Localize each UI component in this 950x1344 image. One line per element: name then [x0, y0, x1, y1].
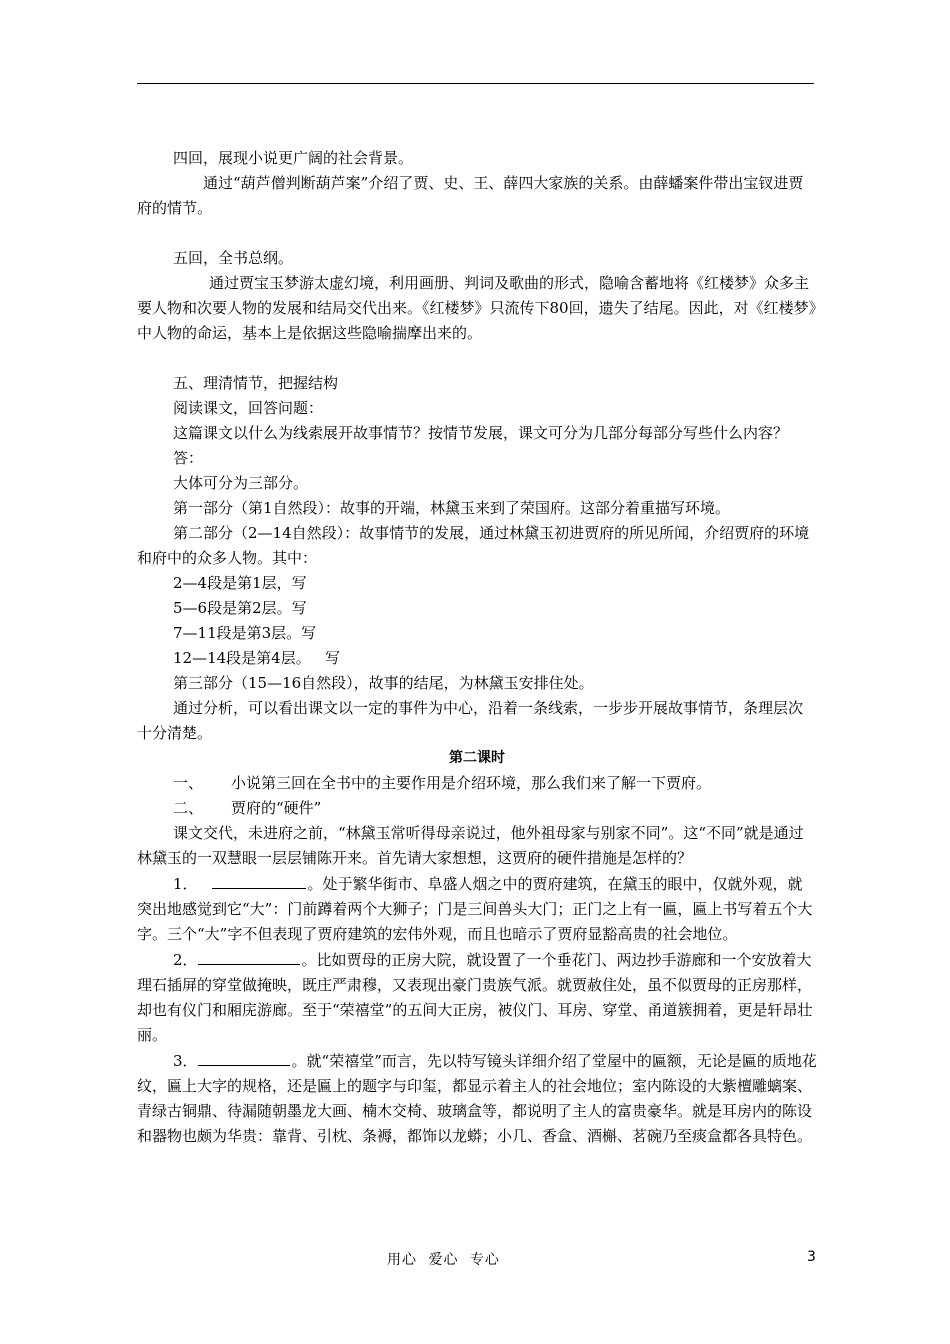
paragraph: 第三部分（15—16自然段），故事的结尾，为林黛玉安排住处。: [173, 674, 594, 692]
answer-blank[interactable]: [212, 871, 306, 889]
paragraph: 四回，展现小说更广阔的社会背景。: [173, 149, 414, 167]
paragraph: 大体可分为三部分。: [173, 474, 309, 492]
layer-line: 5—6段是第2层。写: [173, 599, 307, 617]
item-text: 。比如贾母的正房大院，就设置了一个垂花门、两边抄手游廊和一个安放着大理石插屏的穿堂做掩映，既庄严肃穆，又表现出豪门贵族气派。就贾赦住处，虽不似贾母的正房那样，却也有仪门和厢庑游廊。至于“荣禧堂”的五间大正房，被仪门、耳房、穿堂、甬道簇拥着，更是轩昂壮丽。: [137, 951, 813, 1044]
item-number: 3．: [173, 1052, 198, 1070]
page-number: 3: [807, 1249, 816, 1265]
item-text: 。处于繁华街市、阜盛人烟之中的贾府建筑，在黛玉的眼中，仅就外观，就突出地感觉到它“大”：门前蹲着两个大狮子；门是三间兽头大门；正门之上有一匾，匾上书写着五个大字。三个“大”字不但表现了贾府建筑的宏伟外观，而且也暗示了贾府显豁高贵的社会地位。: [137, 875, 813, 943]
layer-line: 12—14段是第4层。 写: [173, 649, 341, 667]
question: 这篇课文以什么为线索展开故事情节？按情节发展，课文可分为几部分每部分写些什么内容？: [173, 424, 789, 442]
paragraph: 五回，全书总纲。: [173, 249, 294, 267]
lesson-title: 第二课时: [449, 750, 505, 766]
footer-motto: 用心 爱心 专心: [387, 1252, 500, 1268]
numbered-item: [137, 796, 817, 821]
paragraph: 第一部分（第1自然段）：故事的开端，林黛玉来到了荣国府。这部分着重描写环境。: [173, 499, 731, 517]
fill-in-item: [137, 1048, 817, 1149]
numbered-item: [137, 771, 817, 796]
layer-line: 7—11段是第3层。写: [173, 624, 317, 642]
answer-blank[interactable]: [198, 1048, 290, 1066]
paragraph: 通过贾宝玉梦游太虚幻境，利用画册、判词及歌曲的形式，隐喻含蓄地将《红楼梦》众多主要人物和次要人物的发展和结局交代出来。《红楼梦》只流传下80回，遗失了结尾。因此，对《红楼梦》中人物的命运，基本上是依据这些隐喻揣摩出来的。: [137, 274, 817, 342]
fill-in-item: [137, 871, 817, 947]
section-heading: 五、理清情节，把握结构: [173, 374, 339, 392]
answer-label: 答：: [173, 449, 204, 467]
item-number: 一、: [173, 774, 204, 792]
item-number: 2．: [173, 951, 198, 969]
item-text: 小说第三回在全书中的主要作用是介绍环境，那么我们来了解一下贾府。: [231, 774, 712, 792]
item-number: 二、: [173, 799, 204, 817]
paragraph: 课文交代，未进府之前，“林黛玉常听得母亲说过，他外祖母家与别家不同”。这“不同”就是通过林黛玉的一双慧眼一层层铺陈开来。首先请大家想想，这贾府的硬件措施是怎样的？: [137, 824, 804, 867]
header-rule: [137, 83, 814, 84]
fill-in-item: [137, 947, 817, 1048]
paragraph: 通过分析，可以看出课文以一定的事件为中心，沿着一条线索，一步步开展故事情节，条理层次十分清楚。: [137, 699, 804, 742]
paragraph: 阅读课文，回答问题：: [173, 399, 324, 417]
answer-blank[interactable]: [198, 947, 300, 965]
item-text: 。就“荣禧堂”而言，先以特写镜头详细介绍了堂屋中的匾额，无论是匾的质地花纹，匾上大字的规格，还是匾上的题字与印玺，都显示着主人的社会地位；室内陈设的大紫檀雕螭案、青绿古铜鼎、待漏随朝墨龙大画、楠木交椅、玻璃盒等，都说明了主人的富贵豪华。就是耳房内的陈设和器物也颇为华贵：靠背、引枕、条褥，都饰以龙蟒；小几、香盒、酒槲、茗碗乃至痰盒都各具特色。: [137, 1052, 817, 1145]
item-number: 1．: [173, 875, 198, 893]
item-text: 贾府的“硬件”: [231, 799, 322, 817]
paragraph: 通过“葫芦僧判断葫芦案”介绍了贾、史、王、薛四大家族的关系。由薛蟠案件带出宝钗进贾府的情节。: [137, 174, 804, 217]
paragraph: 第二部分（2—14自然段）：故事情节的发展，通过林黛玉初进贾府的所见所闻，介绍贾府的环境和府中的众多人物。其中：: [137, 524, 810, 567]
layer-line: 2—4段是第1层，写: [173, 574, 307, 592]
page-content: [137, 146, 817, 1149]
